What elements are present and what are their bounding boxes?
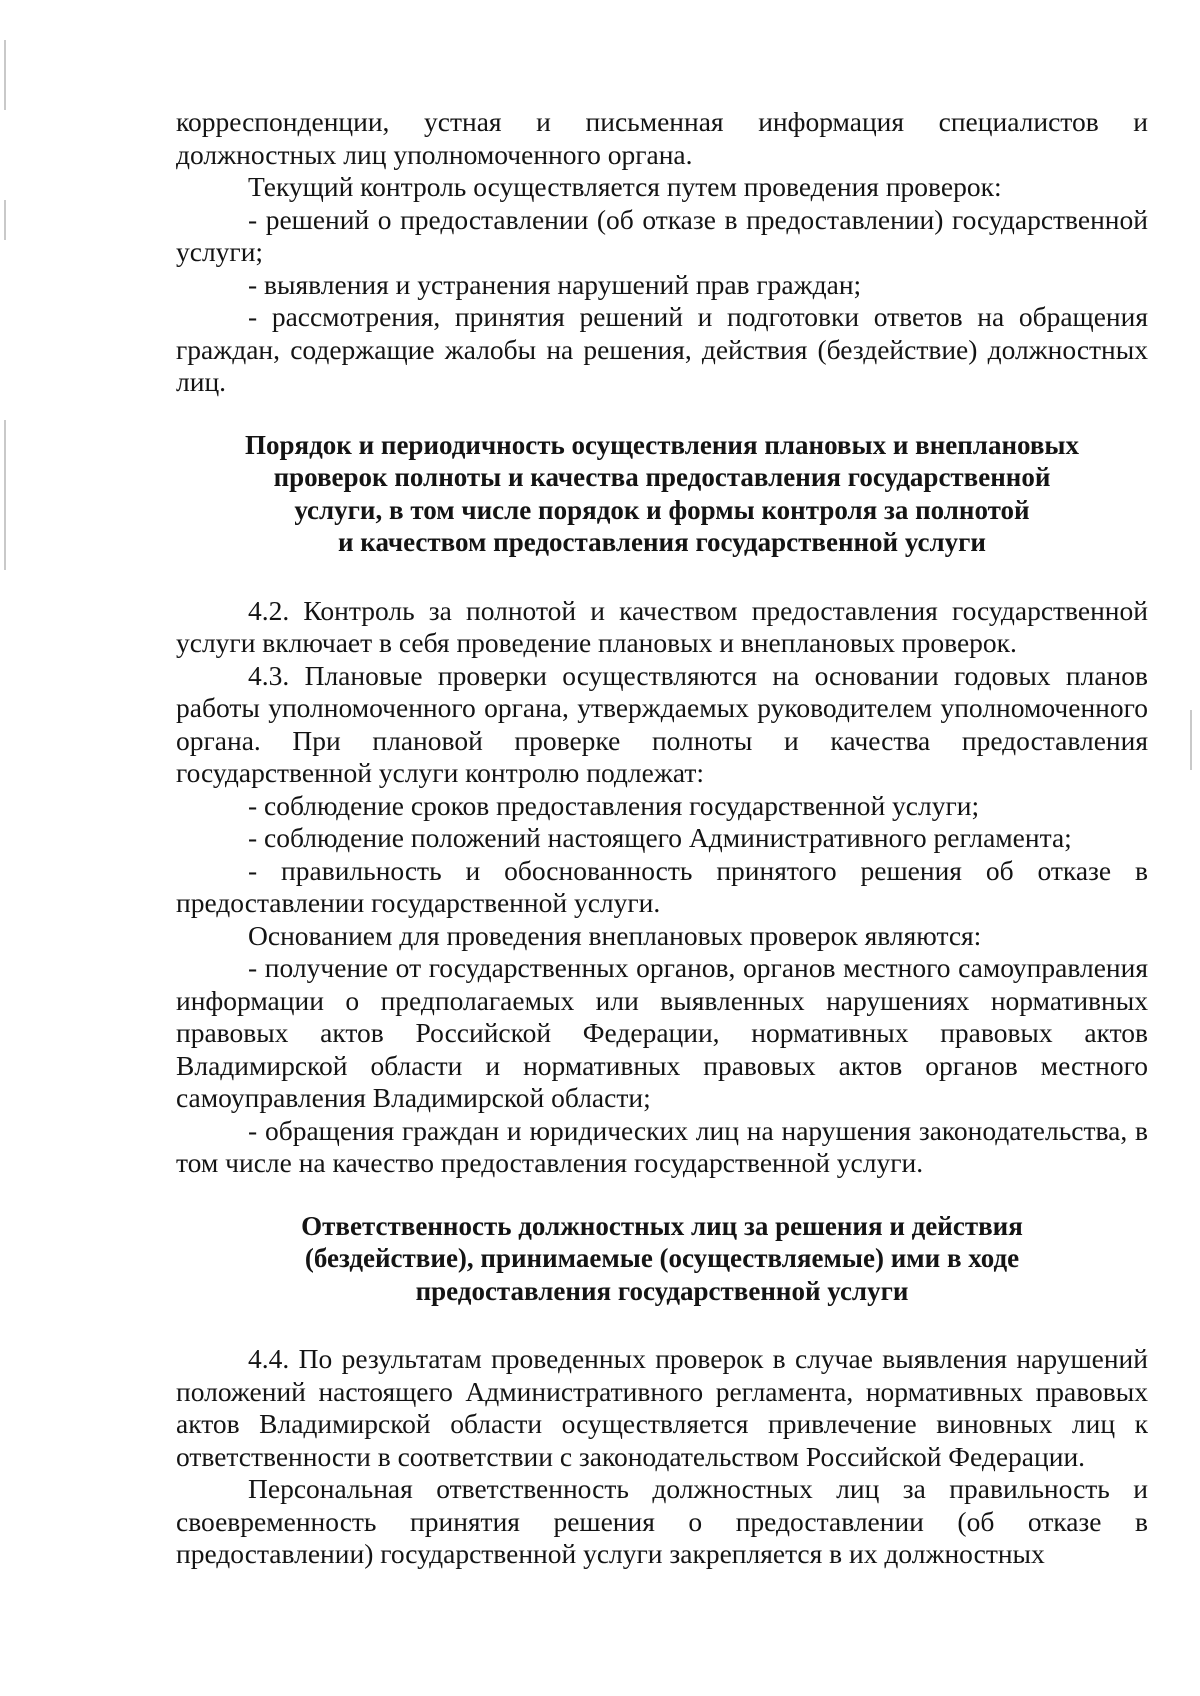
- intro-paragraph: Текущий контроль осуществляется путем проведения проверок:: [248, 171, 1002, 202]
- body-paragraph: - соблюдение сроков предоставления государственной услуги;: [248, 789, 980, 821]
- heading-line: услуги, в том числе порядок и формы контроля за полнотой: [294, 494, 1030, 525]
- intro-paragraph: корреспонденции, устная и письменная информация специалистов и должностных лиц уполномоченного органа.: [176, 106, 1148, 170]
- scan-mark: [4, 420, 6, 570]
- heading-line: (бездействие), принимаемые (осуществляемые) ими в ходе: [304, 1243, 1020, 1273]
- section-heading: [176, 429, 1148, 559]
- body-paragraph: Основанием для проведения внеплановых проверок являются:: [248, 919, 982, 951]
- body-paragraph: - получение от государственных органов, органов местного самоуправления информации о предполагаемых или выявленных нарушениях нормативных правовых актов Российской Федерации, нормативных правовых актов Владимирской области и нормативных правовых актов органов местного самоуправления Владимирской области;: [176, 952, 1148, 1113]
- body-paragraph: Персональная ответственность должностных лиц за правильность и своевременность принятия решения о предоставлении (об отказе в предоставлении) государственной услуги закрепляется в их должностных: [176, 1473, 1148, 1569]
- heading-line: Ответственность должностных лиц за решения и действия: [301, 1210, 1023, 1241]
- body-paragraph: - правильность и обоснованность принятого решения об отказе в предоставлении государственной услуги.: [176, 854, 1148, 918]
- heading-line: и качеством предоставления государственной услуги: [338, 527, 986, 557]
- heading-line: проверок полноты и качества предоставления государственной: [273, 462, 1051, 492]
- body-paragraph: - соблюдение положений настоящего Административного регламента;: [248, 822, 1072, 853]
- scan-mark: [1190, 710, 1192, 770]
- heading-line: Порядок и периодичность осуществления плановых и внеплановых: [245, 429, 1079, 460]
- heading-line: предоставления государственной услуги: [415, 1275, 909, 1306]
- body-paragraph: - обращения граждан и юридических лиц на нарушения законодательства, в том числе на качество предоставления государственной услуги.: [176, 1114, 1148, 1178]
- intro-paragraph: - рассмотрения, принятия решений и подготовки ответов на обращения граждан, содержащие жалобы на решения, действия (бездействие) должностных лиц.: [176, 301, 1148, 397]
- body-paragraph: 4.4. По результатам проведенных проверок в случае выявления нарушений положений настоящего Административного регламента, нормативных правовых актов Владимирской области осуществляется привлечение виновных лиц к ответственности в соответствии с законодательством Российской Федерации.: [176, 1343, 1148, 1472]
- scan-mark: [4, 40, 6, 110]
- intro-paragraph: - решений о предоставлении (об отказе в предоставлении) государственной услуги;: [176, 203, 1148, 267]
- document-body: [176, 106, 1148, 1571]
- body-paragraph: 4.3. Плановые проверки осуществляются на основании годовых планов работы уполномоченного органа, утверждаемых руководителем уполномоченного органа. При плановой проверке полноты и качества предоставления государственной услуги контролю подлежат:: [176, 659, 1148, 788]
- intro-paragraph: - выявления и устранения нарушений прав граждан;: [248, 268, 862, 300]
- scan-mark: [4, 200, 6, 240]
- section-heading: [176, 1210, 1148, 1308]
- body-paragraph: 4.2. Контроль за полнотой и качеством предоставления государственной услуги включает в себя проведение плановых и внеплановых проверок.: [176, 594, 1148, 658]
